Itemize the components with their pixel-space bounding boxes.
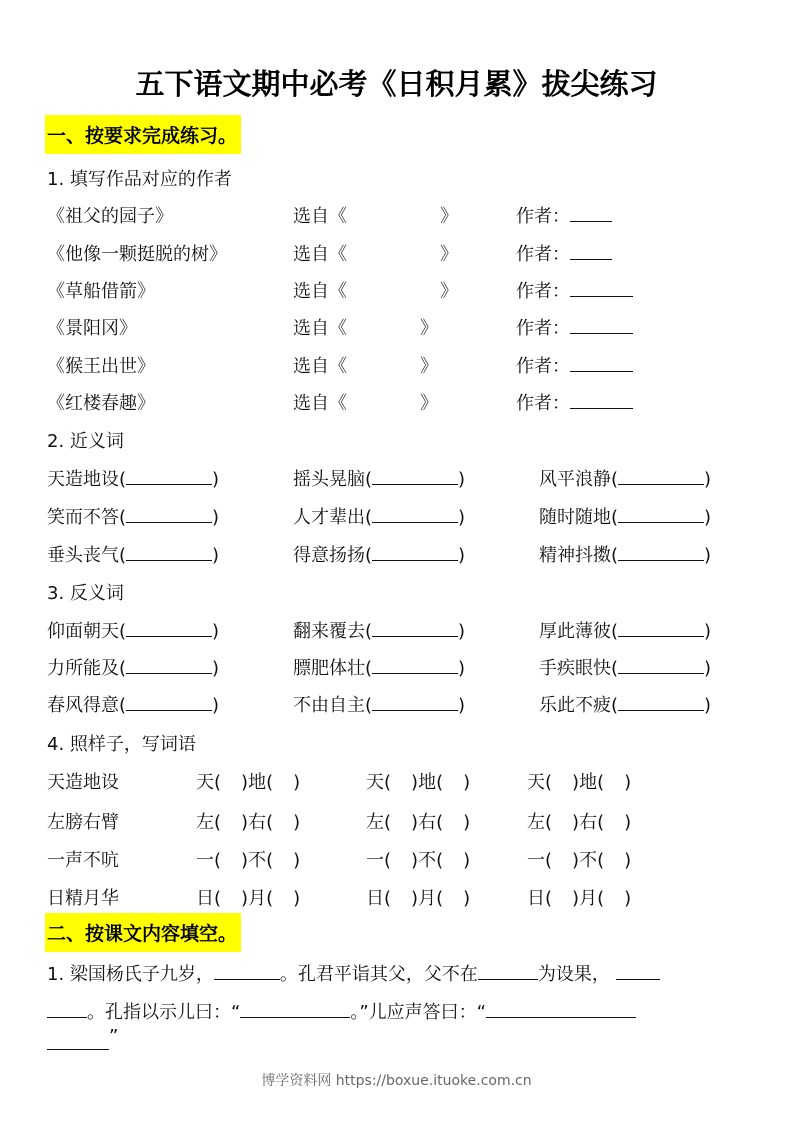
- fill-blank[interactable]: [47, 1033, 109, 1050]
- work-title: 《草船借箭》: [47, 281, 155, 302]
- idiom-item: [293, 465, 465, 491]
- answer-blank[interactable]: [372, 694, 458, 711]
- example-idiom: 日精月华: [47, 888, 119, 909]
- s2-text: 为设果，: [537, 964, 610, 985]
- author-blank[interactable]: [570, 392, 633, 409]
- author-blank[interactable]: [570, 355, 633, 372]
- section-1-heading: 一、按要求完成练习。: [45, 115, 241, 154]
- idiom-text: 精神抖擞: [539, 545, 611, 566]
- paren-close: ): [212, 545, 220, 566]
- answer-blank[interactable]: [126, 544, 212, 561]
- s2-text: 。”儿应声答曰：“: [350, 1002, 486, 1023]
- author-blank[interactable]: [570, 317, 633, 334]
- s2-q1-line-1: [47, 960, 660, 986]
- source-prefix: 选自《: [293, 356, 347, 377]
- paren-close: ): [212, 469, 220, 490]
- paren-open: (: [611, 545, 619, 566]
- footer-watermark: 博学资料网 https://boxue.ituoke.com.cn: [261, 1073, 532, 1089]
- paren-close: ): [458, 695, 466, 716]
- s2-text: ”: [109, 1026, 119, 1047]
- source-suffix: 》: [440, 281, 458, 302]
- paren-close: ): [704, 507, 712, 528]
- s2-text: 。孔君平诣其父，父不在: [279, 964, 478, 985]
- idiom-item: [293, 617, 465, 643]
- pattern-item: 日( )月( ): [527, 888, 632, 909]
- pattern-item: 一( )不( ): [527, 850, 632, 871]
- idiom-text: 春风得意: [47, 695, 119, 716]
- source-prefix: 选自《: [293, 244, 347, 265]
- paren-open: (: [611, 621, 619, 642]
- answer-blank[interactable]: [618, 620, 704, 637]
- fill-blank[interactable]: [486, 1001, 636, 1018]
- author-label: 作者：: [516, 277, 633, 303]
- paren-close: ): [704, 695, 712, 716]
- source-suffix: 》: [420, 318, 438, 339]
- work-title: 《祖父的园子》: [47, 206, 173, 227]
- answer-blank[interactable]: [372, 620, 458, 637]
- author-blank[interactable]: [570, 205, 612, 222]
- idiom-text: 翻来覆去: [293, 621, 365, 642]
- paren-close: ): [212, 695, 220, 716]
- paren-close: ): [212, 658, 220, 679]
- answer-blank[interactable]: [618, 506, 704, 523]
- source-suffix: 》: [440, 206, 458, 227]
- work-title: 《他像一颗挺脱的树》: [47, 244, 227, 265]
- idiom-text: 力所能及: [47, 658, 119, 679]
- source-prefix: 选自《: [293, 393, 347, 414]
- answer-blank[interactable]: [372, 506, 458, 523]
- work-title: 《猴王出世》: [47, 356, 155, 377]
- work-title: 《红楼春趣》: [47, 393, 155, 414]
- answer-blank[interactable]: [372, 468, 458, 485]
- pattern-item: 日( )月( ): [366, 888, 471, 909]
- answer-blank[interactable]: [126, 468, 212, 485]
- idiom-item: [539, 654, 711, 680]
- paren-open: (: [119, 469, 127, 490]
- paren-open: (: [365, 545, 373, 566]
- author-label: 作者：: [516, 240, 612, 266]
- paren-close: ): [212, 621, 220, 642]
- paren-close: ): [704, 545, 712, 566]
- s2-q1-line-2: [47, 998, 636, 1024]
- q2-label: 2. 近义词: [47, 431, 124, 452]
- idiom-text: 天造地设: [47, 469, 119, 490]
- idiom-text: 乐此不疲: [539, 695, 611, 716]
- paren-open: (: [365, 658, 373, 679]
- idiom-text: 垂头丧气: [47, 545, 119, 566]
- fill-blank[interactable]: [478, 963, 538, 980]
- idiom-text: 厚此薄彼: [539, 621, 611, 642]
- idiom-item: [293, 503, 465, 529]
- example-idiom: 一声不吭: [47, 850, 119, 871]
- paren-open: (: [119, 545, 127, 566]
- answer-blank[interactable]: [126, 694, 212, 711]
- answer-blank[interactable]: [618, 468, 704, 485]
- idiom-item: [539, 541, 711, 567]
- idiom-item: [539, 691, 711, 717]
- idiom-item: [47, 617, 219, 643]
- answer-blank[interactable]: [372, 657, 458, 674]
- paren-open: (: [365, 621, 373, 642]
- page-title: 五下语文期中必考《日积月累》拔尖练习: [135, 67, 658, 101]
- q3-label: 3. 反义词: [47, 583, 124, 604]
- section-2-heading: 二、按课文内容填空。: [45, 913, 241, 952]
- pattern-item: 日( )月( ): [196, 888, 301, 909]
- fill-blank[interactable]: [616, 963, 660, 980]
- idiom-text: 手疾眼快: [539, 658, 611, 679]
- paren-close: ): [212, 507, 220, 528]
- idiom-item: [47, 503, 219, 529]
- pattern-item: 一( )不( ): [196, 850, 301, 871]
- pattern-item: 左( )右( ): [527, 812, 632, 833]
- paren-close: ): [704, 469, 712, 490]
- example-idiom: 天造地设: [47, 772, 119, 793]
- q1-label: 1. 填写作品对应的作者: [47, 169, 232, 190]
- paren-open: (: [119, 695, 127, 716]
- idiom-item: [539, 617, 711, 643]
- fill-blank[interactable]: [240, 1001, 350, 1018]
- paren-close: ): [458, 469, 466, 490]
- pattern-item: 天( )地( ): [196, 772, 301, 793]
- paren-close: ): [704, 658, 712, 679]
- paren-close: ): [458, 507, 466, 528]
- fill-blank[interactable]: [214, 963, 280, 980]
- author-label: 作者：: [516, 389, 633, 415]
- idiom-text: 得意扬扬: [293, 545, 365, 566]
- author-blank[interactable]: [570, 243, 612, 260]
- paren-close: ): [458, 621, 466, 642]
- author-label: 作者：: [516, 314, 633, 340]
- answer-blank[interactable]: [126, 657, 212, 674]
- paren-open: (: [119, 621, 127, 642]
- author-label: 作者：: [516, 202, 612, 228]
- pattern-item: 左( )右( ): [366, 812, 471, 833]
- source-suffix: 》: [420, 393, 438, 414]
- s2-text: 。孔指以示儿曰：“: [87, 1002, 241, 1023]
- paren-open: (: [611, 695, 619, 716]
- idiom-item: [47, 654, 219, 680]
- author-blank[interactable]: [570, 280, 633, 297]
- idiom-item: [47, 691, 219, 717]
- idiom-item: [293, 541, 465, 567]
- idiom-text: 不由自主: [293, 695, 365, 716]
- paren-close: ): [458, 545, 466, 566]
- answer-blank[interactable]: [372, 544, 458, 561]
- q4-label: 4. 照样子，写词语: [47, 734, 196, 755]
- pattern-item: 天( )地( ): [527, 772, 632, 793]
- paren-open: (: [365, 695, 373, 716]
- idiom-text: 摇头晃脑: [293, 469, 365, 490]
- idiom-text: 笑而不答: [47, 507, 119, 528]
- idiom-item: [47, 541, 219, 567]
- pattern-item: 一( )不( ): [366, 850, 471, 871]
- idiom-item: [47, 465, 219, 491]
- answer-blank[interactable]: [618, 694, 704, 711]
- answer-blank[interactable]: [618, 544, 704, 561]
- source-prefix: 选自《: [293, 281, 347, 302]
- idiom-item: [293, 654, 465, 680]
- paren-open: (: [365, 507, 373, 528]
- pattern-item: 天( )地( ): [366, 772, 471, 793]
- idiom-item: [293, 691, 465, 717]
- idiom-text: 人才辈出: [293, 507, 365, 528]
- pattern-item: 左( )右( ): [196, 812, 301, 833]
- s2-q1-line-3: [47, 1026, 119, 1055]
- answer-blank[interactable]: [618, 657, 704, 674]
- idiom-item: [539, 465, 711, 491]
- example-idiom: 左膀右臂: [47, 812, 119, 833]
- idiom-text: 仰面朝天: [47, 621, 119, 642]
- fill-blank[interactable]: [47, 1001, 87, 1018]
- source-suffix: 》: [420, 356, 438, 377]
- work-title: 《景阳冈》: [47, 318, 137, 339]
- answer-blank[interactable]: [126, 506, 212, 523]
- idiom-item: [539, 503, 711, 529]
- idiom-text: 膘肥体壮: [293, 658, 365, 679]
- paren-close: ): [458, 658, 466, 679]
- idiom-text: 随时随地: [539, 507, 611, 528]
- paren-open: (: [119, 507, 127, 528]
- idiom-text: 风平浪静: [539, 469, 611, 490]
- s2-text: 1. 梁国杨氏子九岁，: [47, 964, 214, 985]
- paren-open: (: [611, 469, 619, 490]
- paren-open: (: [365, 469, 373, 490]
- source-suffix: 》: [440, 244, 458, 265]
- author-label: 作者：: [516, 352, 633, 378]
- paren-open: (: [611, 507, 619, 528]
- source-prefix: 选自《: [293, 206, 347, 227]
- source-prefix: 选自《: [293, 318, 347, 339]
- paren-close: ): [704, 621, 712, 642]
- paren-open: (: [119, 658, 127, 679]
- answer-blank[interactable]: [126, 620, 212, 637]
- paren-open: (: [611, 658, 619, 679]
